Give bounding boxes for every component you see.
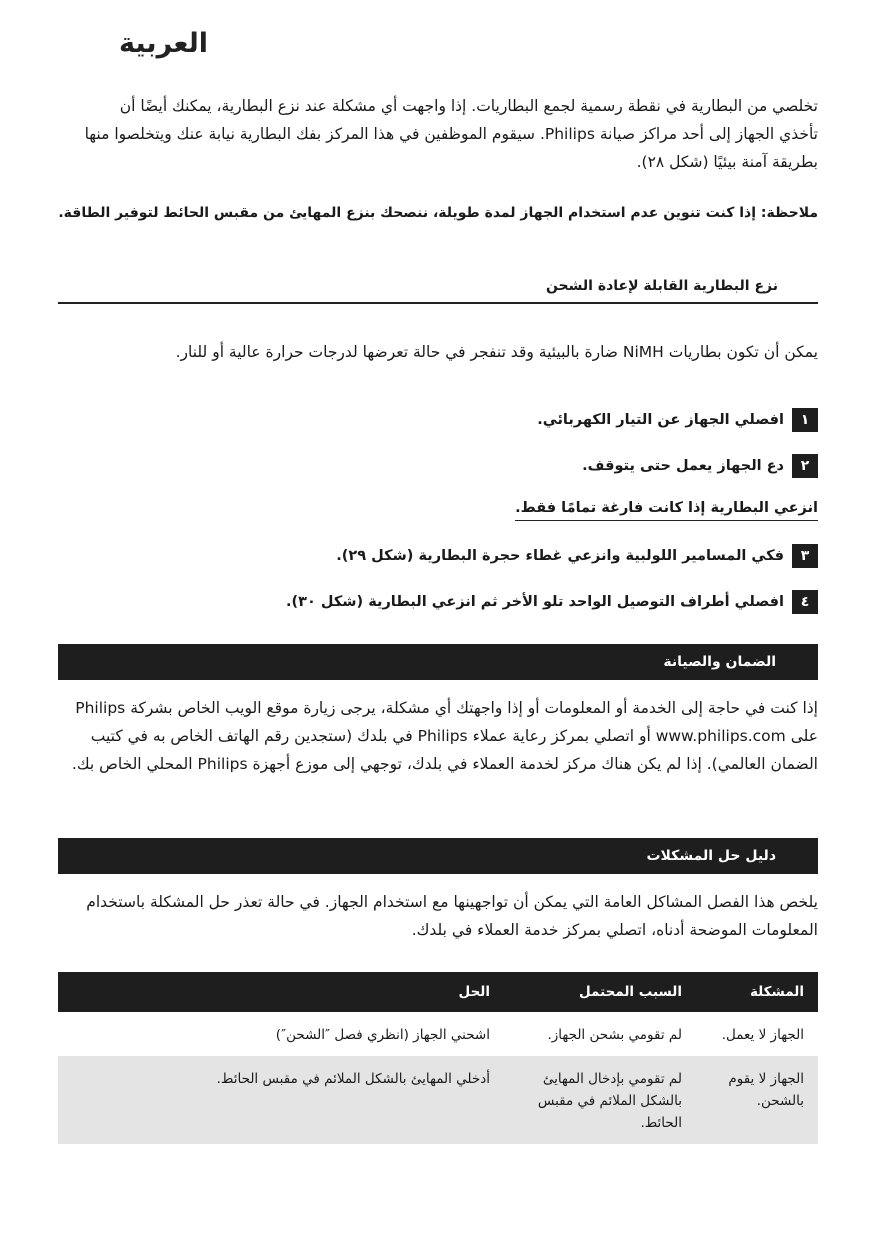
column-header-problem: المشكلة <box>696 972 818 1012</box>
table-row <box>58 1056 818 1144</box>
step-4 <box>286 590 818 614</box>
step-text: افصلي الجهاز عن التيار الكهربائي. <box>537 412 784 428</box>
table-header-row <box>58 972 818 1012</box>
cell-cause: لم تقومي بإدخال المهايئ بالشكل الملائم في مقبس الحائط. <box>504 1056 696 1144</box>
column-header-cause: السبب المحتمل <box>504 972 696 1012</box>
intro-paragraph: تخلصي من البطارية في نقطة رسمية لجمع البطاريات. إذا واجهت أي مشكلة عند نزع البطارية، يمكنك أيضًا أن تأخذي الجهاز إلى أحد مراكز صيانة Philips. سيقوم الموظفين في هذا المركز بفك البطارية نيابة عنك ويتخلصوا منها بطريقة آمنة بيئيًا (شكل ٢٨). <box>84 97 818 171</box>
step-number: ٢ <box>792 454 818 478</box>
step-number: ٣ <box>792 544 818 568</box>
table-row <box>58 1012 818 1056</box>
step-3 <box>336 544 818 568</box>
troubleshooting-table <box>58 972 818 1144</box>
step-1 <box>537 408 818 432</box>
warranty-paragraph: إذا كنت في حاجة إلى الخدمة أو المعلومات أو إذا واجهتك أي مشكلة، يرجى زيارة موقع الويب الخاص بشركة Philips على www.philips.com أو اتصلي بمركز رعاية عملاء Philips في بلدك (ستجدين رقم الهاتف الخاص به في كتيب الضمان العالمي). إذا لم يكن هناك مركز لخدمة العملاء في بلدك، توجهي إلى موزع أجهزة Philips المحلي الخاص بك. <box>71 699 818 773</box>
cell-cause: لم تقومي بشحن الجهاز. <box>547 1027 682 1043</box>
step-text: فكي المسامير اللولبية وانزعي غطاء حجرة البطارية (شكل ٢٩). <box>336 548 784 564</box>
troubleshooting-paragraph: يلخص هذا الفصل المشاكل العامة التي يمكن أن تواجهينها مع استخدام الجهاز. في حالة تعذر حل المشكلة باستخدام المعلومات الموضحة أدناه، اتصلي بمركز خدمة العملاء في بلدك. <box>86 893 818 939</box>
step-2 <box>582 454 818 478</box>
cell-solution: اشحني الجهاز (انظري فصل ″الشحن″) <box>275 1027 490 1043</box>
column-header-solution: الحل <box>58 972 504 1012</box>
section-heading-remove-battery: نزع البطارية القابلة لإعادة الشحن <box>545 278 778 294</box>
step-text: دع الجهاز يعمل حتى يتوقف. <box>582 458 784 474</box>
note-paragraph: ملاحظة: إذا كنت تنوين عدم استخدام الجهاز لمدة طويلة، ننصحك بنزع المهايئ من مقبس الحائط لتوفير الطاقة. <box>58 205 818 221</box>
empty-battery-heading: انزعي البطارية إذا كانت فارغة تمامًا فقط. <box>515 500 818 521</box>
section-banner-warranty: الضمان والصيانة <box>58 644 818 680</box>
section-divider <box>58 302 818 304</box>
cell-problem: الجهاز لا يعمل. <box>721 1027 804 1043</box>
cell-solution: أدخلي المهايئ بالشكل الملائم في مقبس الحائط. <box>58 1056 504 1144</box>
step-text: افصلي أطراف التوصيل الواحد تلو الأخر ثم انزعي البطارية (شكل ٣٠). <box>286 594 784 610</box>
step-number: ١ <box>792 408 818 432</box>
nimh-paragraph: يمكن أن تكون بطاريات NiMH ضارة بالبيئية وقد تنفجر في حالة تعرضها لدرجات حرارة عالية أو للنار. <box>175 343 818 361</box>
cell-problem: الجهاز لا يقوم بالشحن. <box>696 1056 818 1144</box>
page-title: العربية <box>119 28 208 59</box>
section-banner-troubleshooting: دليل حل المشكلات <box>58 838 818 874</box>
step-number: ٤ <box>792 590 818 614</box>
